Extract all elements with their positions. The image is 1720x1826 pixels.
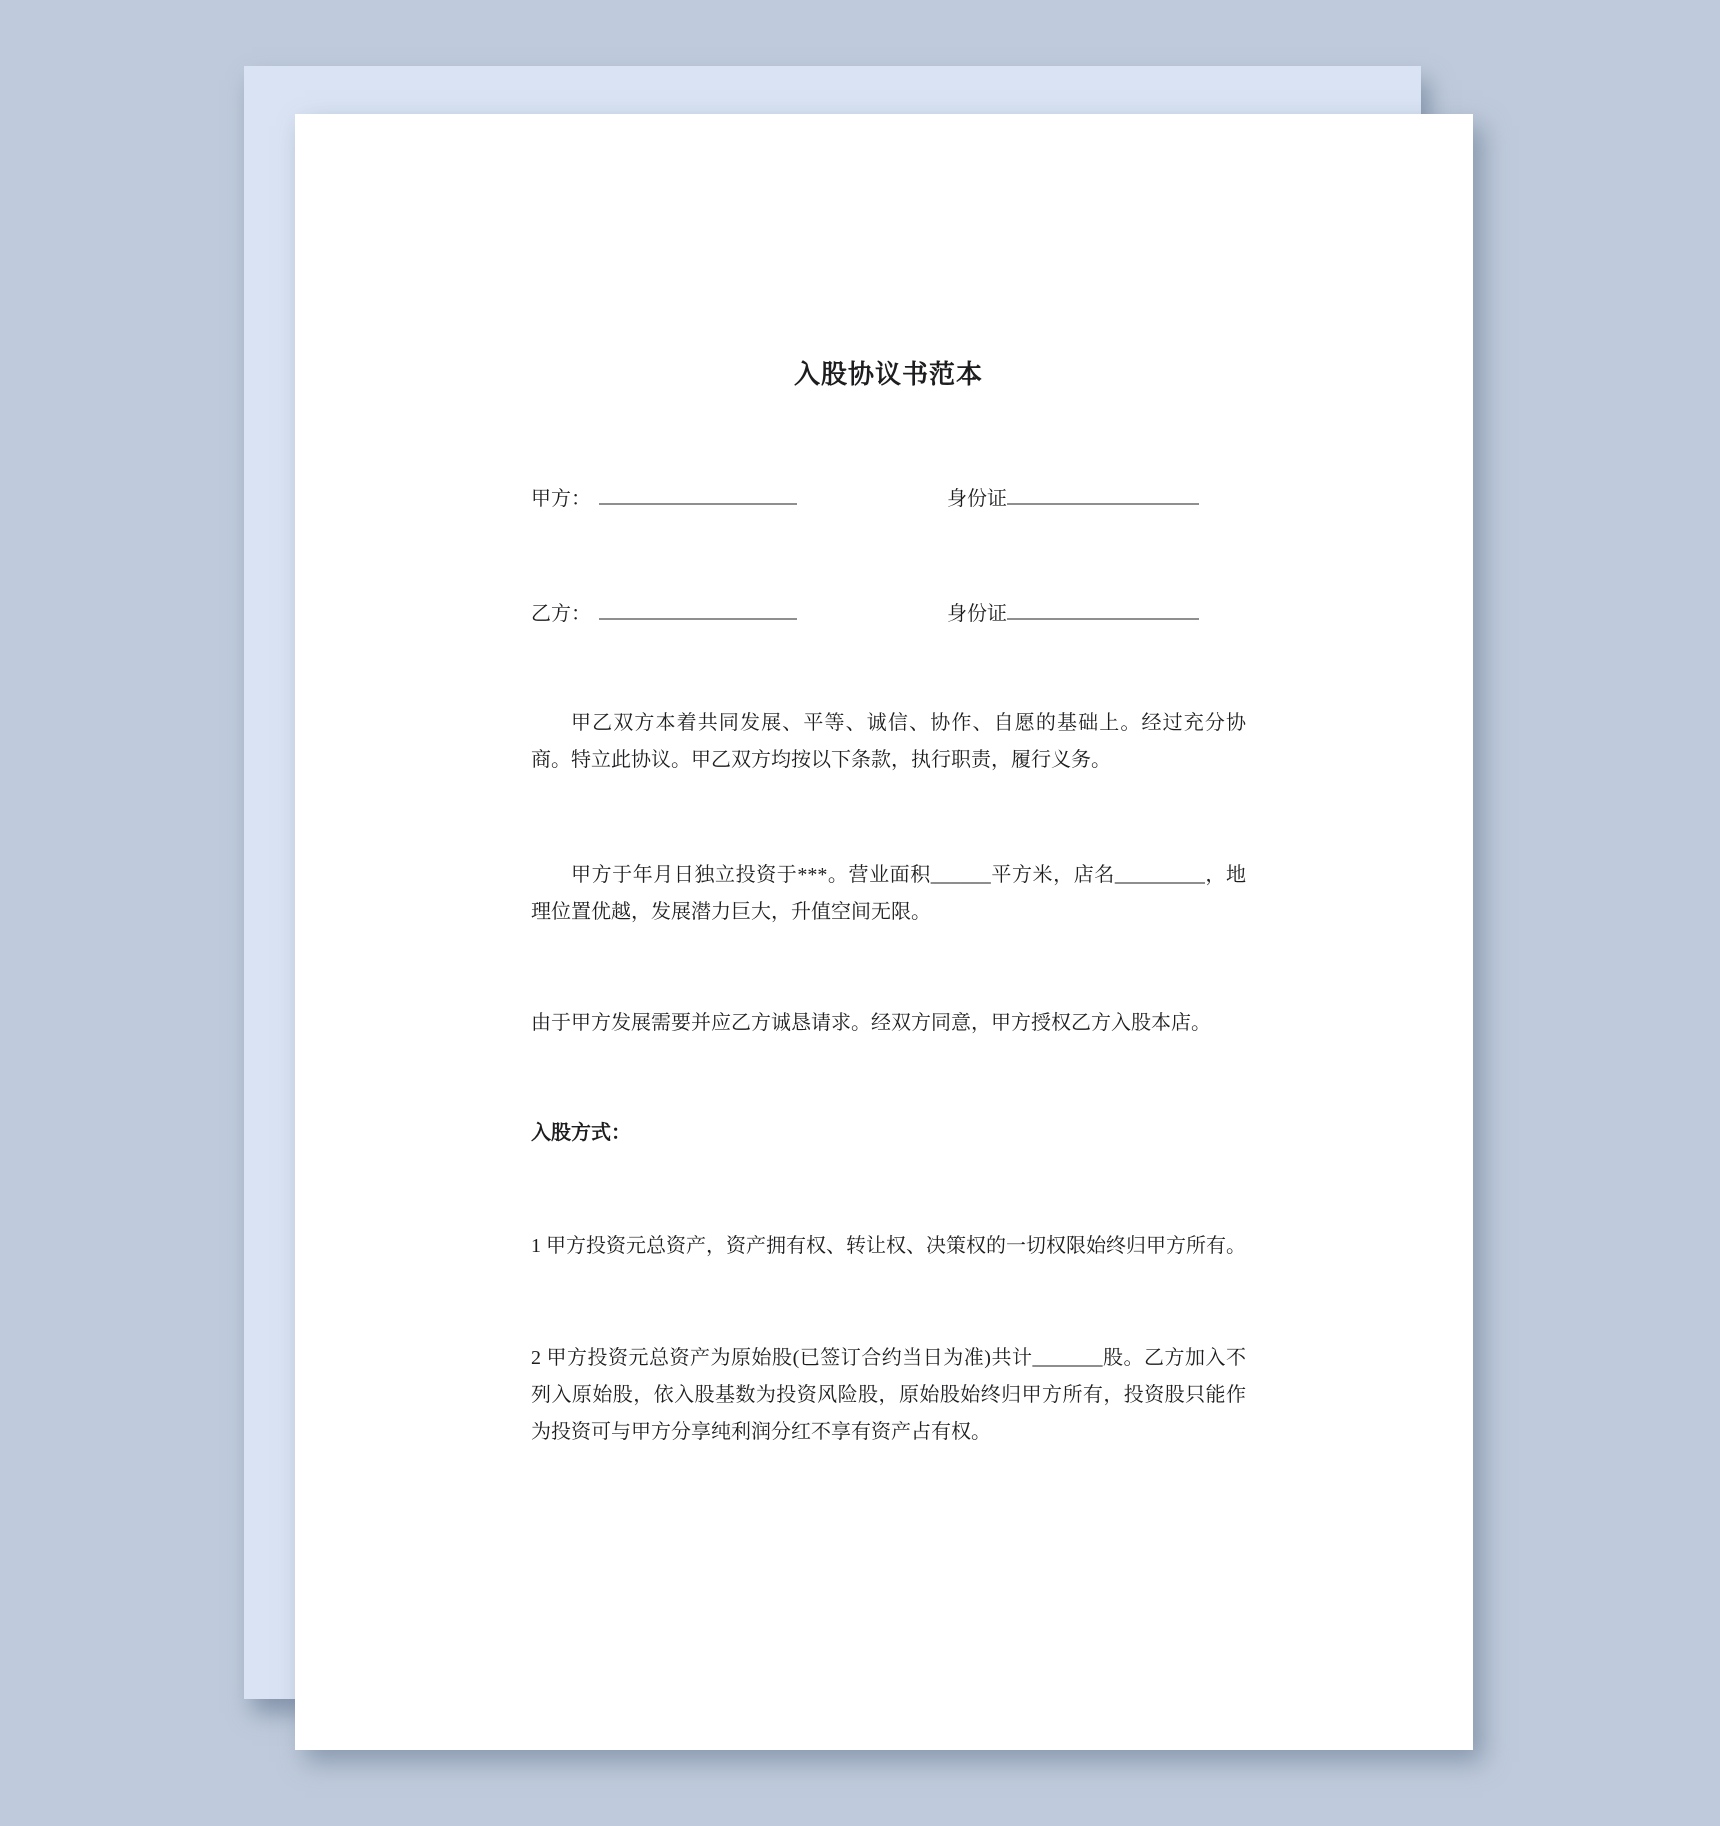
intro-paragraph: 甲乙双方本着共同发展、平等、诚信、协作、自愿的基础上。经过充分协商。特立此协议。甲乙双方均按以下条款，执行职责，履行义务。 <box>531 712 1246 771</box>
party-b-row <box>531 596 1246 633</box>
party-a-label: 甲方： <box>531 488 591 510</box>
section-heading-share-method: 入股方式： <box>531 1122 631 1144</box>
document-title: 入股协议书范本 <box>793 360 983 389</box>
party-b-label: 乙方： <box>531 603 591 625</box>
party-a-name-blank <box>599 481 797 505</box>
party-b-id-blank <box>1007 596 1199 620</box>
document-content <box>295 356 1473 1451</box>
clause-item-1: 1 甲方投资元总资产，资产拥有权、转让权、决策权的一切权限始终归甲方所有。 <box>531 1235 1246 1257</box>
party-a-row <box>531 481 1246 518</box>
party-b-id-label: 身份证 <box>947 603 1007 625</box>
investment-paragraph: 甲方于年月日独立投资于***。营业面积______平方米，店名_________，地理位置优越，发展潜力巨大，升值空间无限。 <box>531 864 1246 923</box>
authorization-paragraph: 由于甲方发展需要并应乙方诚恳请求。经双方同意，甲方授权乙方入股本店。 <box>531 1012 1211 1034</box>
party-a-id-blank <box>1007 481 1199 505</box>
party-a-id-label: 身份证 <box>947 488 1007 510</box>
clause-item-2: 2 甲方投资元总资产为原始股(已签订合约当日为准)共计_______股。乙方加入不列入原始股，依入股基数为投资风险股，原始股始终归甲方所有，投资股只能作为投资可与甲方分享纯利润分红不享有资产占有权。 <box>531 1347 1246 1443</box>
document-page <box>295 114 1473 1750</box>
party-b-name-blank <box>599 596 797 620</box>
